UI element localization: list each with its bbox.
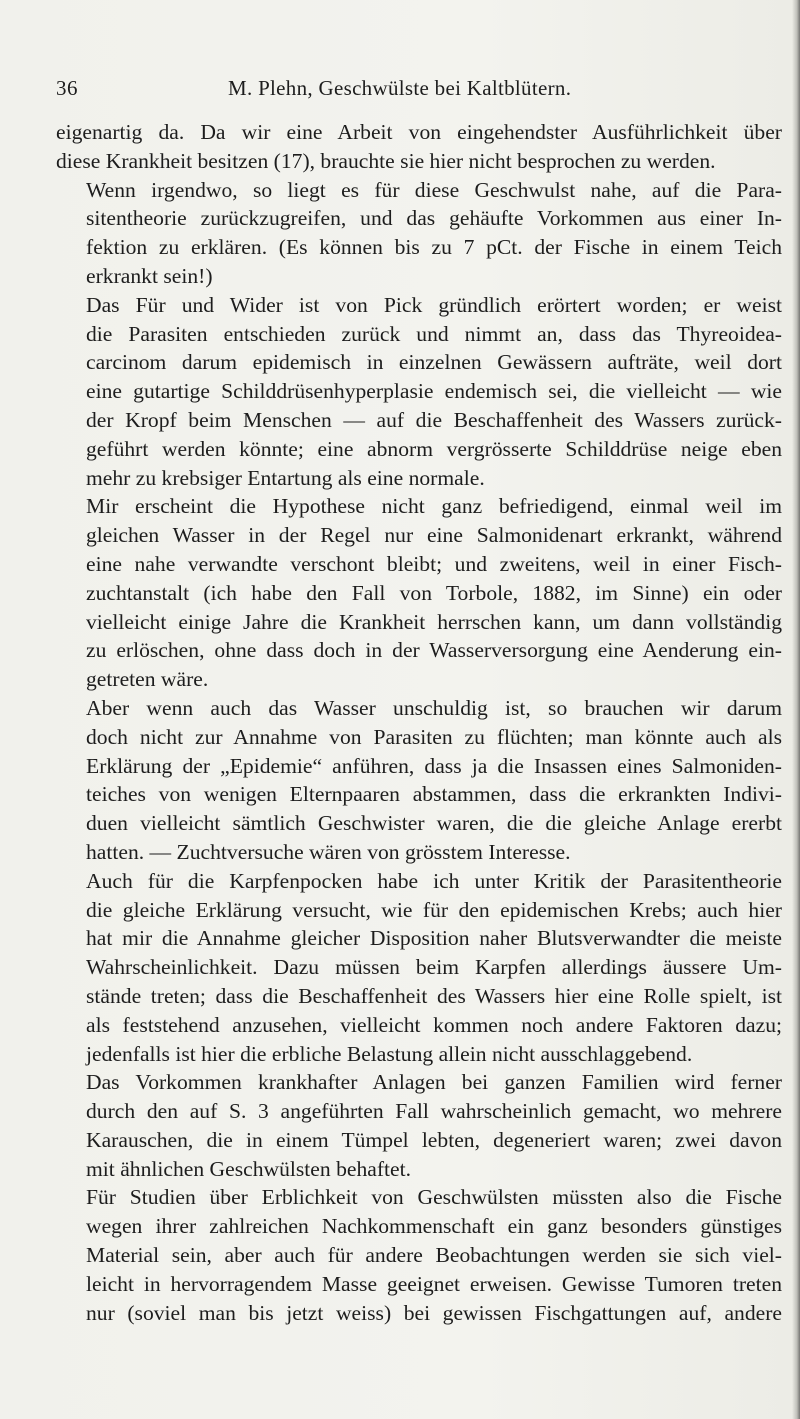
- paragraph: [56, 176, 782, 291]
- text-line: doch nicht zur Annahme von Parasiten zu flüchten; man könnte auch als: [86, 724, 782, 749]
- text-line: die gleiche Erklärung versucht, wie für den epidemischen Krebs; auch hier: [86, 897, 782, 922]
- text-line: jedenfalls ist hier die erbliche Belastung allein nicht ausschlaggebend.: [86, 1041, 693, 1066]
- text-line: Wenn irgendwo, so liegt es für diese Geschwulst nahe, auf die Para-: [86, 177, 782, 202]
- paragraph: [56, 118, 782, 176]
- text-line: carcinom darum epidemisch in einzelnen Gewässern aufträte, weil dort: [86, 350, 782, 375]
- text-line: eine gutartige Schilddrüsenhyperplasie endemisch sei, die vielleicht — wie: [86, 379, 782, 404]
- text-line: fektion zu erklären. (Es können bis zu 7 pCt. der Fische in einem Teich: [86, 235, 782, 260]
- text-line: stände treten; dass die Beschaffenheit des Wassers hier eine Rolle spielt, ist: [86, 983, 782, 1008]
- text-line: zuchtanstalt (ich habe den Fall von Torbole, 1882, im Sinne) ein oder: [86, 580, 782, 605]
- body-text: [56, 118, 782, 1327]
- paragraph: [56, 1068, 782, 1183]
- text-line: wegen ihrer zahlreichen Nachkommenschaft ein ganz besonders günstiges: [86, 1214, 782, 1239]
- paragraph: [56, 291, 782, 493]
- text-line: teiches von wenigen Elternpaaren abstammen, dass die erkrankten Indivi-: [86, 782, 782, 807]
- text-line: nur (soviel man bis jetzt weiss) bei gewissen Fischgattungen auf, andere: [86, 1300, 782, 1325]
- text-line: die Parasiten entschieden zurück und nimmt an, dass das Thyreoidea-: [86, 321, 782, 346]
- text-line: vielleicht einige Jahre die Krankheit herrschen kann, um dann vollständig: [86, 609, 782, 634]
- text-line: diese Krankheit besitzen (17), brauchte sie hier nicht besprochen zu werden.: [56, 148, 716, 173]
- text-line: als feststehend anzusehen, vielleicht kommen noch andere Faktoren dazu;: [86, 1012, 782, 1037]
- text-line: Das Für und Wider ist von Pick gründlich erörtert worden; er weist: [86, 292, 782, 317]
- paragraph: [56, 694, 782, 867]
- text-line: getreten wäre.: [86, 667, 209, 692]
- text-line: leicht in hervorragendem Masse geeignet erweisen. Gewisse Tumoren treten: [86, 1271, 782, 1296]
- text-line: Karauschen, die in einem Tümpel lebten, degeneriert waren; zwei davon: [86, 1127, 782, 1152]
- text-line: Das Vorkommen krankhafter Anlagen bei ganzen Familien wird ferner: [86, 1070, 782, 1095]
- paragraph: [56, 1183, 782, 1327]
- text-line: Wahrscheinlichkeit. Dazu müssen beim Karpfen allerdings äussere Um-: [86, 955, 782, 980]
- text-line: hatten. — Zuchtversuche wären von grösstem Interesse.: [86, 839, 571, 864]
- text-line: Material sein, aber auch für andere Beobachtungen werden sie sich viel-: [86, 1243, 782, 1268]
- text-line: Auch für die Karpfenpocken habe ich unter Kritik der Parasitentheorie: [86, 868, 782, 893]
- paragraph: [56, 492, 782, 694]
- text-line: durch den auf S. 3 angeführten Fall wahrscheinlich gemacht, wo mehrere: [86, 1099, 782, 1124]
- text-line: mit ähnlichen Geschwülsten behaftet.: [86, 1156, 412, 1181]
- text-line: zu erlöschen, ohne dass doch in der Wasserversorgung eine Aenderung ein-: [86, 638, 782, 663]
- text-line: erkrankt sein!): [86, 263, 213, 288]
- text-line: hat mir die Annahme gleicher Disposition naher Blutsverwandter die meiste: [86, 926, 782, 951]
- text-line: Mir erscheint die Hypothese nicht ganz befriedigend, einmal weil im: [86, 494, 782, 519]
- text-line: eine nahe verwandte verschont bleibt; und zweitens, weil in einer Fisch-: [86, 551, 782, 576]
- text-line: Aber wenn auch das Wasser unschuldig ist, so brauchen wir darum: [86, 695, 782, 720]
- text-line: gleichen Wasser in der Regel nur eine Salmonidenart erkrankt, während: [86, 523, 782, 548]
- text-line: Für Studien über Erblichkeit von Geschwülsten müssten also die Fische: [86, 1185, 782, 1210]
- text-line: Erklärung der „Epidemie“ anführen, dass ja die Insassen eines Salmoniden-: [86, 753, 782, 778]
- text-line: mehr zu krebsiger Entartung als eine normale.: [86, 465, 485, 490]
- text-line: sitentheorie zurückzugreifen, und das gehäufte Vorkommen aus einer In-: [86, 206, 782, 231]
- paragraph: [56, 867, 782, 1069]
- text-line: duen vielleicht sämtlich Geschwister waren, die die gleiche Anlage ererbt: [86, 811, 782, 836]
- text-line: der Kropf beim Menschen — auf die Beschaffenheit des Wassers zurück-: [86, 407, 782, 432]
- page-header: [56, 76, 756, 110]
- page-edge-shadow: [792, 0, 800, 1419]
- text-line: geführt werden könnte; eine abnorm vergrösserte Schilddrüse neige eben: [86, 436, 782, 461]
- running-head: M. Plehn, Geschwülste bei Kaltblütern.: [228, 76, 572, 100]
- text-line: eigenartig da. Da wir eine Arbeit von eingehendster Ausführlichkeit über: [56, 120, 782, 144]
- page-number: 36: [56, 76, 78, 100]
